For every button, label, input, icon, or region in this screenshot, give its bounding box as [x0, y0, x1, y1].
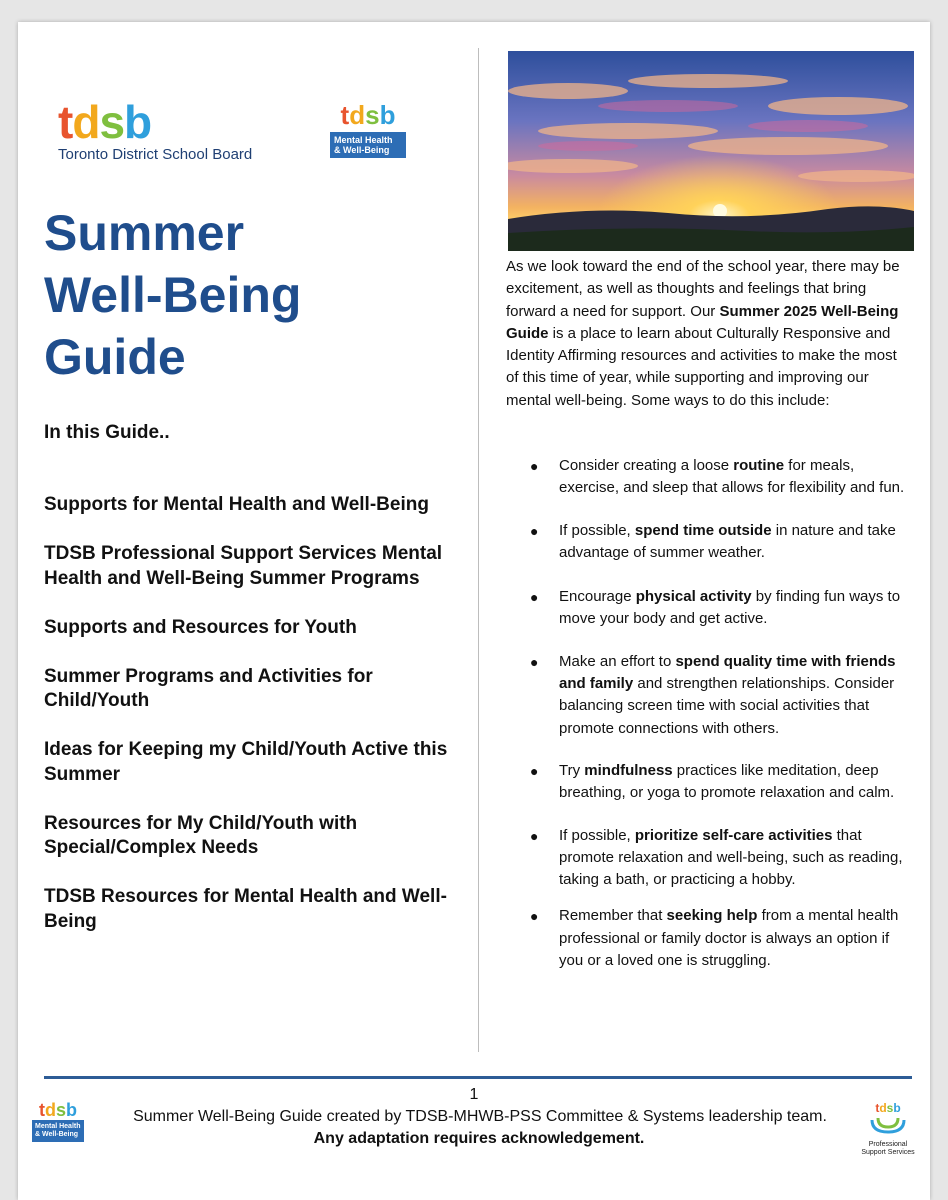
bullet-icon: ●: [530, 522, 539, 539]
toc-item[interactable]: Ideas for Keeping my Child/Youth Active this Summer: [44, 739, 448, 785]
bullet-icon: ●: [530, 458, 539, 474]
list-item: ● Try mindfulness practices like meditation, deep breathing, or yoga to promote relaxation and calm.: [530, 761, 895, 802]
column-divider: [478, 48, 479, 1052]
guide-name-bold: Summer 2025 Well-Being Guide: [506, 302, 899, 342]
list-item: ● Remember that seeking help from a mental health professional or family doctor is always an option if you or a loved one is struggling.: [530, 907, 899, 970]
bullet-icon: ●: [530, 653, 539, 670]
intro-paragraph: As we look toward the end of the school year, there may be excitement, as well as thoughts and feelings that bring forward a need for support. Our Summer 2025 Well-Being Guide is a place to learn about Culturally Responsive and Identity Affirming resources and activities to make the most of this time of year, while supporting and improving our mental well-being. Some ways to do this include:: [506, 258, 900, 409]
toc-heading: In this Guide..: [44, 422, 170, 443]
list-item: ● Encourage physical activity by finding fun ways to move your body and get active.: [530, 588, 901, 628]
footer-credit: Summer Well-Being Guide created by TDSB-MHWB-PSS Committee & Systems leadership team.: [133, 1108, 827, 1125]
page-number: 1: [469, 1086, 479, 1103]
toc-item[interactable]: Summer Programs and Activities for Child/Youth: [44, 665, 373, 711]
mh-logo-label: Mental Health & Well-Being: [330, 132, 406, 158]
list-item: ● If possible, spend time outside in nature and take advantage of summer weather.: [530, 521, 896, 561]
list-item: ● If possible, prioritize self-care activities that promote relaxation and well-being, such as reading, taking a bath, or practicing a hobby.: [530, 826, 903, 889]
mental-health-logo: [330, 100, 406, 170]
mh-logo-wordmark: tdsb: [340, 100, 396, 130]
sunset-image: [508, 51, 914, 251]
toc-item[interactable]: Resources for My Child/Youth with Special/Complex Needs: [44, 812, 358, 858]
table-of-contents: [44, 493, 464, 959]
footer-mental-health-logo: tdsb Mental Health & Well-Being: [32, 1100, 84, 1142]
bullet-icon: ●: [530, 908, 539, 925]
footer-pss-logo: tdsb Professional Support Services: [861, 1101, 915, 1156]
list-item: ● Make an effort to spend quality time with friends and family and strengthen relationships. Consider balancing screen time with social activities that promote connections with others.: [530, 652, 896, 737]
bullet-icon: ●: [530, 762, 539, 779]
toc-item[interactable]: Supports for Mental Health and Well-Being: [44, 494, 429, 515]
footer-rule: [44, 1076, 912, 1079]
tdsb-wordmark: tdsb: [58, 96, 152, 148]
tdsb-logo: [58, 96, 253, 163]
toc-item[interactable]: TDSB Resources for Mental Health and Well-Being: [44, 886, 447, 932]
bullet-icon: ●: [530, 827, 539, 844]
tdsb-logo-subtitle: Toronto District School Board: [58, 146, 253, 163]
sunset-photo: [508, 51, 914, 251]
bullet-icon: ●: [530, 589, 539, 606]
page-title: Summer Well-Being Guide: [44, 205, 302, 385]
footer-acknowledgement: Any adaptation requires acknowledgement.: [313, 1130, 645, 1147]
tips-list: [506, 455, 916, 972]
hands-icon: [868, 1114, 908, 1136]
toc-item[interactable]: TDSB Professional Support Services Mental Health and Well-Being Summer Programs: [44, 543, 443, 589]
toc-item[interactable]: Supports and Resources for Youth: [44, 616, 357, 638]
list-item: ● Consider creating a loose routine for meals, exercise, and sleep that allows for flexibility and fun.: [530, 457, 905, 497]
